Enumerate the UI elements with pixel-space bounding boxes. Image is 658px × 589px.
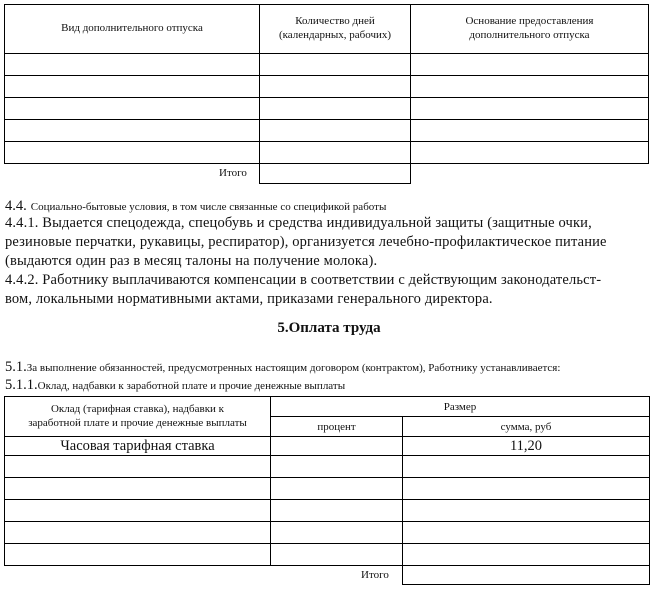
paragraph-4-4-1-line3: (выдаются один раз в месяц талоны на получение молока). <box>5 253 378 269</box>
section-number: 5.1. <box>5 359 27 375</box>
table-row <box>402 499 650 522</box>
table-row <box>402 455 650 478</box>
paragraph-4-4-1-line1: 4.4.1. Выдается спецодежда, спецобувь и средства индивидуальной защиты (защитные очки, <box>5 215 592 231</box>
paragraph-4-4-2-line2: вом, локальными нормативными актами, приказами генерального директора. <box>5 291 493 307</box>
table-row <box>270 477 403 500</box>
table-row <box>4 499 271 522</box>
table-row <box>402 477 650 500</box>
table-row <box>4 75 260 98</box>
table-row <box>4 97 260 120</box>
hourly-rate-label: Часовая тарифная ставка <box>60 438 215 454</box>
table-row <box>4 53 260 76</box>
table-row <box>4 119 260 142</box>
table-row <box>4 543 271 566</box>
table-row <box>410 97 649 120</box>
section-heading-text: Социально-бытовые условия, в том числе связанные со спецификой работы <box>30 201 387 213</box>
section-text: За выполнение обязанностей, предусмотренных настоящим договором (контрактом), Работнику устанавливается: <box>26 362 561 374</box>
table-row <box>410 53 649 76</box>
table-row <box>4 477 271 500</box>
section-5-1-1-line <box>5 376 345 394</box>
section-5-1-line <box>5 358 560 376</box>
table-row <box>410 75 649 98</box>
table-row <box>270 436 403 456</box>
days-count-header-line1: Количество дней <box>295 15 375 27</box>
section-number: 5.1.1. <box>5 377 38 393</box>
table-row <box>4 521 271 544</box>
section-5-title: 5.Оплата труда <box>277 320 381 336</box>
section-4-4-heading <box>5 197 386 215</box>
total-label: Итого <box>361 569 389 581</box>
section-number: 4.4. <box>5 198 27 214</box>
table-row <box>4 141 260 164</box>
table-row <box>259 53 411 76</box>
paragraph-4-4-1-line2: резиновые перчатки, рукавицы, респиратор), организуется лечебно-профилактическое питание <box>5 234 607 250</box>
table-row <box>270 543 403 566</box>
days-count-header-line2: (календарных, рабочих) <box>278 29 392 41</box>
pay-type-header-line1: Оклад (тарифная ставка), надбавки к <box>50 403 225 415</box>
percent-header: процент <box>317 421 356 433</box>
table-row <box>270 521 403 544</box>
table-row <box>259 97 411 120</box>
table-row <box>270 499 403 522</box>
table-row <box>259 75 411 98</box>
total-label: Итого <box>219 167 247 179</box>
table-row <box>270 455 403 478</box>
basis-header-line1: Основание предоставления <box>465 15 594 27</box>
vacation-type-header: Вид дополнительного отпуска <box>61 22 203 34</box>
total-days-cell <box>259 163 411 184</box>
pay-type-header-line2: заработной плате и прочие денежные выплаты <box>28 417 247 429</box>
total-sum-cell <box>402 565 650 585</box>
table-row <box>402 543 650 566</box>
hourly-rate-sum: 11,20 <box>509 438 543 454</box>
table-row <box>259 141 411 164</box>
table-row <box>4 455 271 478</box>
sum-header: сумма, руб <box>500 421 552 433</box>
size-header: Размер <box>443 401 477 413</box>
paragraph-4-4-2-line1: 4.4.2. Работнику выплачиваются компенсации в соответствии с действующим законодательст- <box>5 272 602 288</box>
table-row <box>259 119 411 142</box>
table-row <box>410 119 649 142</box>
table-row <box>402 521 650 544</box>
table-row <box>410 141 649 164</box>
section-text: Оклад, надбавки к заработной плате и прочие денежные выплаты <box>37 380 346 392</box>
basis-header-line2: дополнительного отпуска <box>469 29 590 41</box>
